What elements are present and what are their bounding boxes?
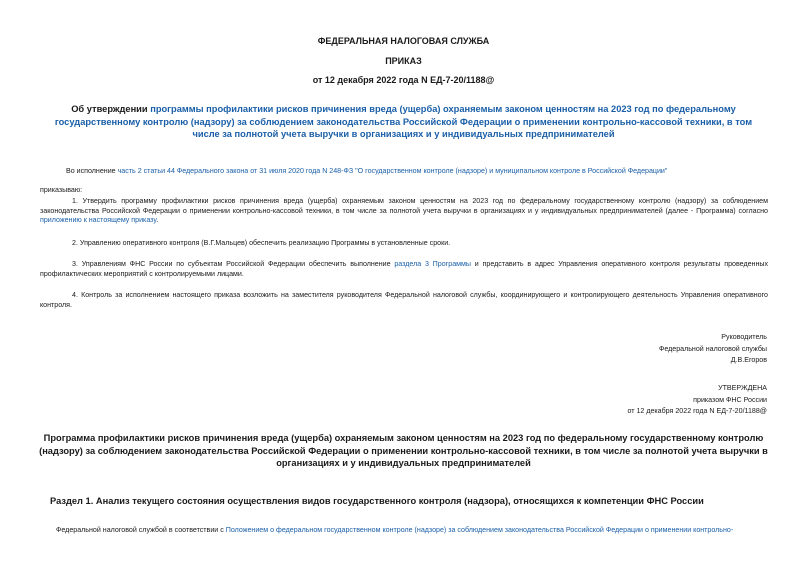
- item-3-text-a: 3. Управлениям ФНС России по субъектам Российской Федерации обеспечить выполнение: [72, 260, 395, 268]
- approval-block: [467, 383, 767, 418]
- item-3-text-b: и представить в адрес Управления оперативного контроля результаты проведенных профилактических мероприятий с контролируемыми лицами.: [40, 260, 769, 278]
- signature-name: Д.В.Егоров: [730, 356, 767, 364]
- section-1-regulation-link[interactable]: Положением о федеральном государственном контроле (надзоре) за соблюдением законодательства Российской Федерации о применении контрольно-: [225, 526, 734, 534]
- preamble-law-link[interactable]: часть 2 статьи 44 Федерального закона от 31 июля 2020 года N 248-ФЗ "О государственном контроле (надзоре) и муниципальном контроле в Российской Федерации": [117, 167, 668, 175]
- signature-block: [467, 332, 767, 367]
- item-1-appendix-link[interactable]: приложению к настоящему приказу: [40, 216, 157, 224]
- approval-line-3: от 12 декабря 2022 года N ЕД-7-20/1188@: [627, 407, 767, 415]
- preamble-prefix: Во исполнение: [66, 167, 118, 175]
- signature-position: Руководитель: [721, 333, 767, 341]
- signature-org: Федеральной налоговой службы: [658, 344, 767, 353]
- header-date-number: от 12 декабря 2022 года N ЕД-7-20/1188@: [312, 75, 495, 85]
- header-org: ФЕДЕРАЛЬНАЯ НАЛОГОВАЯ СЛУЖБА: [317, 36, 490, 46]
- section-1-heading: Раздел 1. Анализ текущего состояния осуществления видов государственного контроля (надзора), относящихся к компетенции ФНС России: [50, 496, 704, 506]
- section-1-text-prefix: Федеральной налоговой службой в соответствии с: [56, 526, 226, 534]
- approval-line-1: УТВЕРЖДЕНА: [718, 384, 767, 392]
- item-1: [40, 197, 768, 226]
- program-title: Программа профилактики рисков причинения вреда (ущерба) охраняемым законом ценностям на 2023 год по федеральному государственному контролю (надзору) за соблюдением законодательства Российской Федерации о применении контрольно-кассовой техники, в том числе за полнотой учета выручки в организациях и у индивидуальных предпринимателей: [39, 433, 768, 468]
- item-3: [40, 260, 768, 279]
- item-1-end: .: [156, 216, 159, 224]
- section-1-text: [56, 526, 796, 536]
- item-2: 2. Управлению оперативного контроля (В.Г.Мальцев) обеспечить реализацию Программы в установленные сроки.: [72, 239, 451, 247]
- header-doc-type: ПРИКАЗ: [385, 56, 422, 66]
- approval-line-2: приказом ФНС России: [693, 395, 767, 404]
- title-prefix: Об утверждении: [71, 104, 151, 114]
- preamble: [66, 167, 786, 177]
- item-1-text: 1. Утвердить программу профилактики рисков причинения вреда (ущерба) охраняемым законом ценностям на 2023 год по федеральному государственному контролю (надзору) за соблюдением законодательства Российской Федерации о применении контрольно-кассовой техники, в том числе за полнотой учета выручки в организациях и у индивидуальных предпринимателей (далее - Программа) согласно: [40, 197, 768, 215]
- document-title: [40, 103, 767, 141]
- order-word: приказываю:: [40, 186, 83, 194]
- title-program-link[interactable]: программы профилактики рисков причинения вреда (ущерба) охраняемым законом ценностям на 2023 год по федеральному государственному контролю (надзору) за соблюдением законодательства Российской Федерации о применении контрольно-кассовой техники, в том числе за полнотой учета выручки в организациях и у индивидуальных предпринимателей: [54, 104, 753, 139]
- item-3-section-link[interactable]: раздела 3 Программы: [394, 260, 472, 268]
- item-4: 4. Контроль за исполнением настоящего приказа возложить на заместителя руководителя Федеральной налоговой службы, координирующего и контролирующего деятельность Управления оперативного контроля.: [40, 291, 768, 309]
